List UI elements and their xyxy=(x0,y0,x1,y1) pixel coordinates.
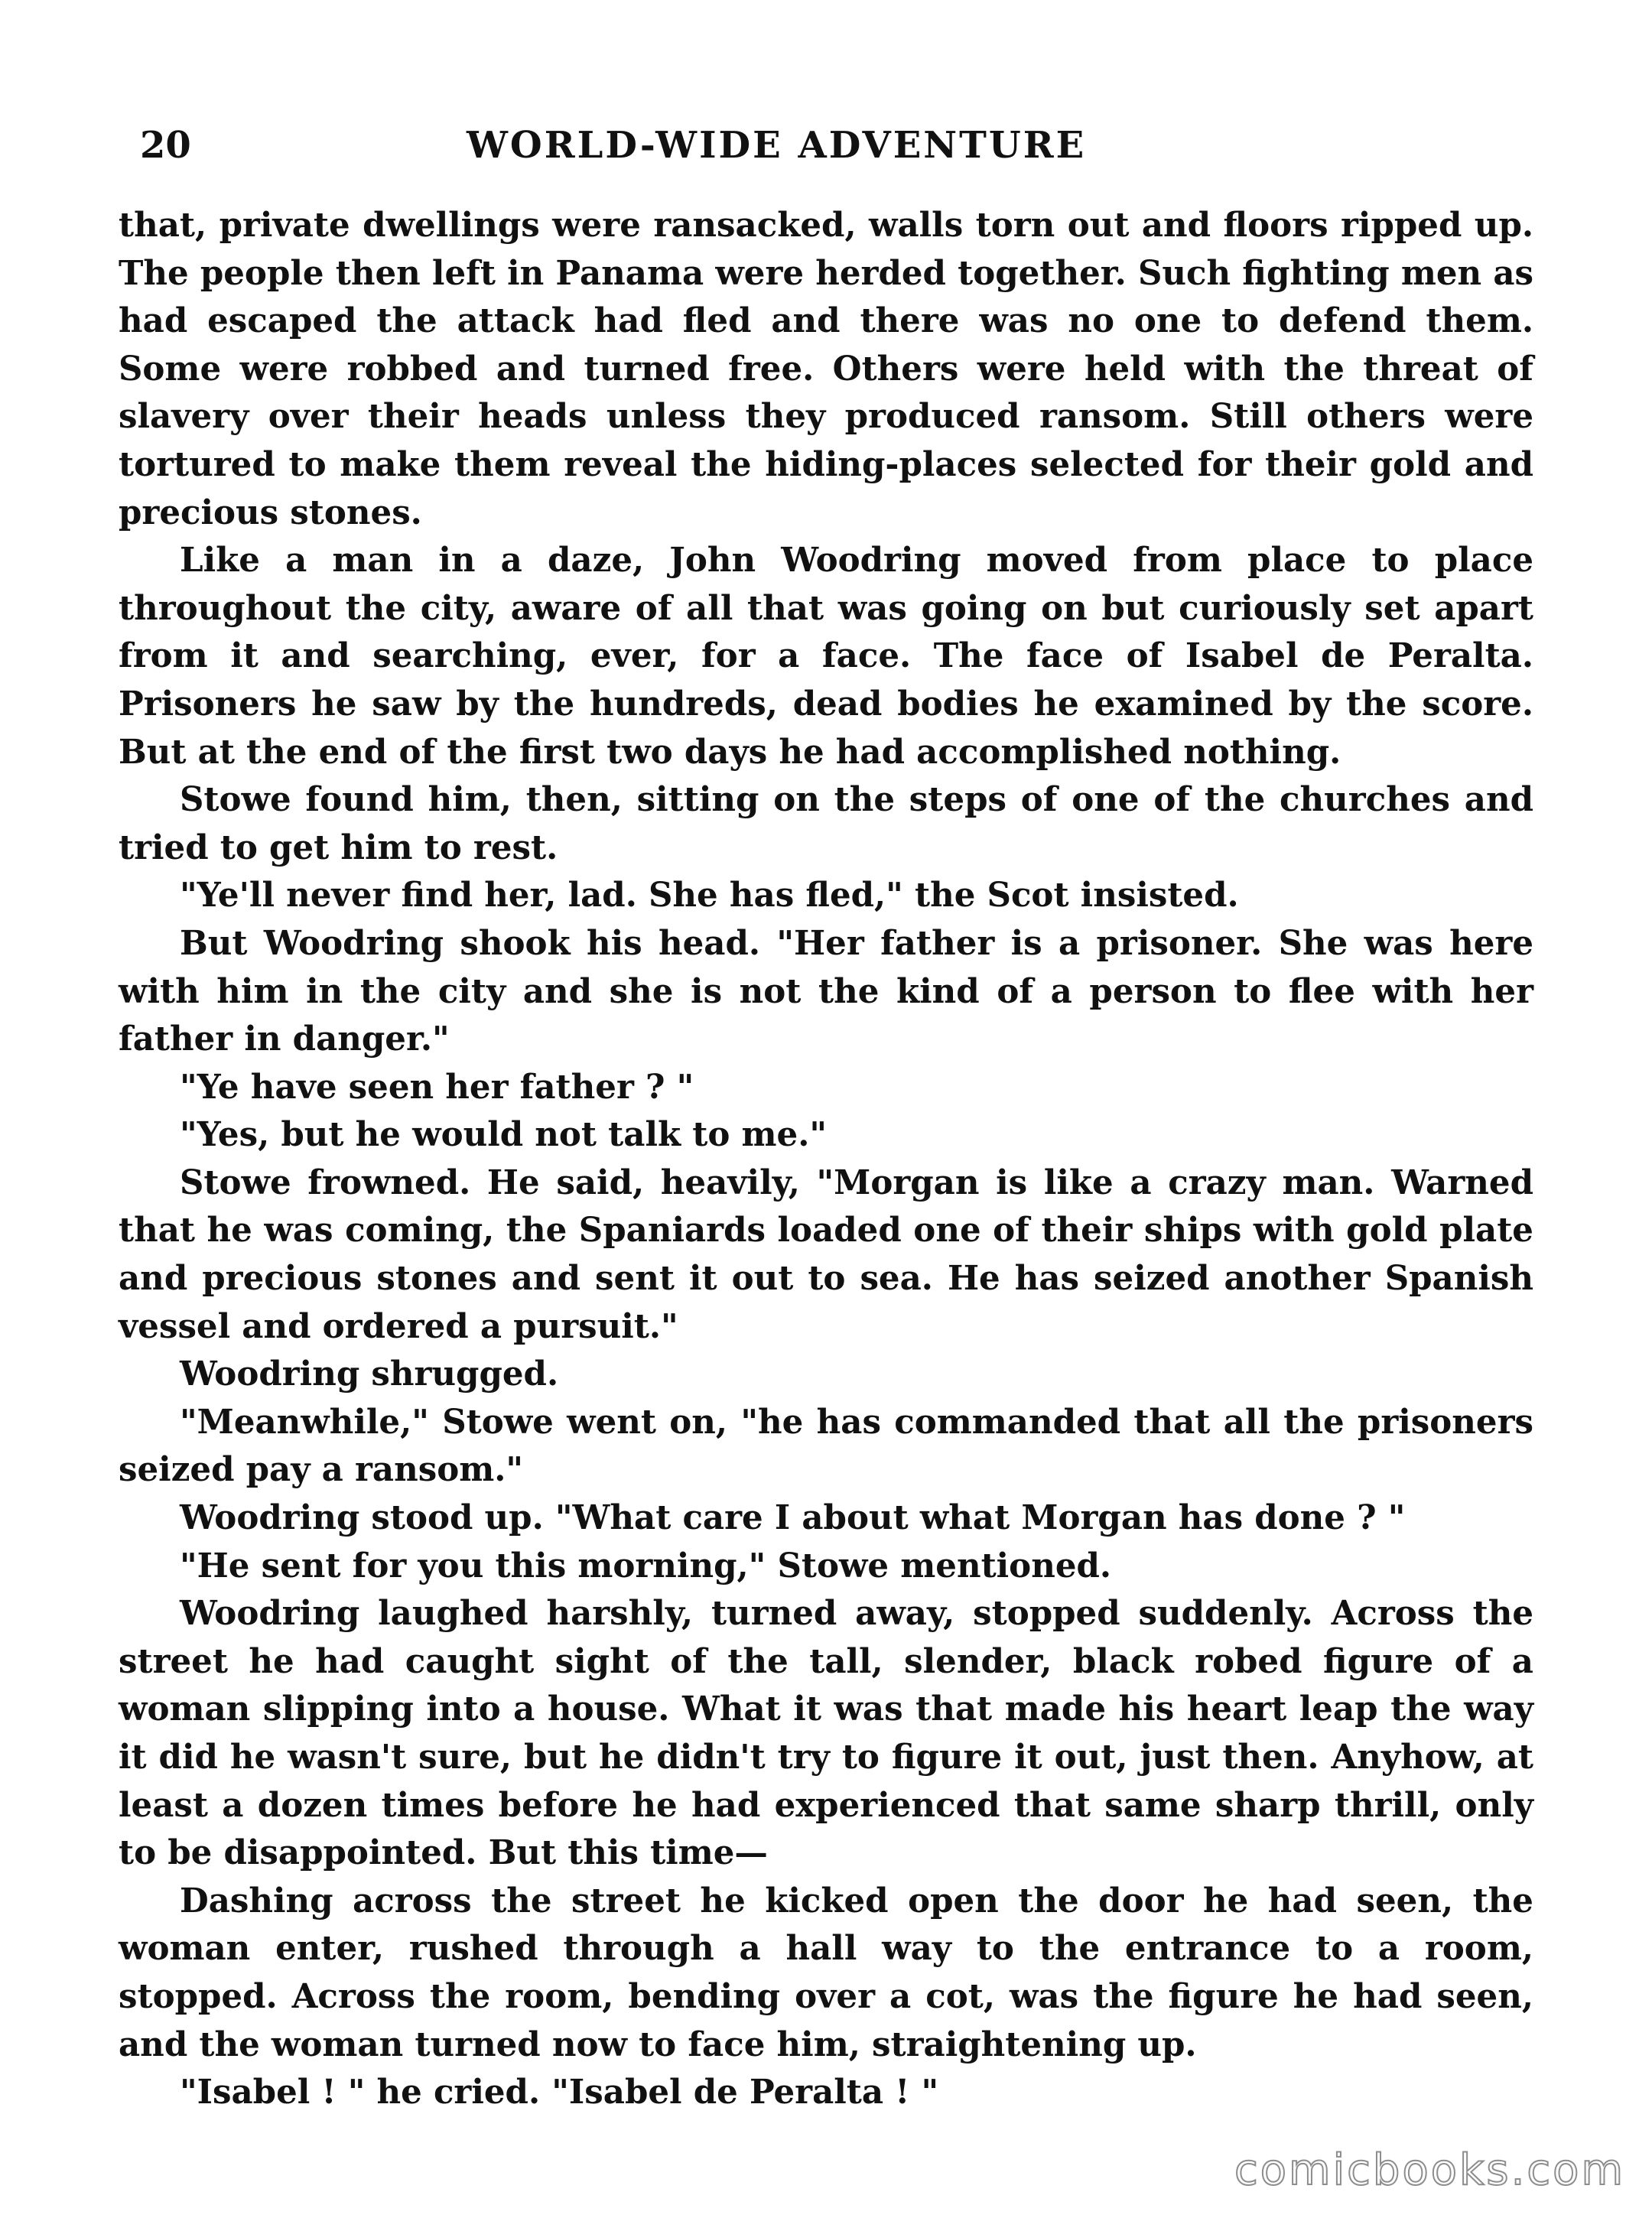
paragraph: Stowe found him, then, sitting on the steps of one of the churches and tried to get him to rest. xyxy=(119,780,1533,867)
paragraph: "Ye'll never find her, lad. She has fled," the Scot insisted. xyxy=(180,876,1239,915)
body-text xyxy=(119,202,1533,2117)
paragraph: But Woodring shook his head. "Her father is a prisoner. She was here with him in the city and she is not the kind of a person to flee with her father in danger." xyxy=(119,923,1533,1059)
paragraph: that, private dwellings were ransacked, walls torn out and floors ripped up. The people then left in Panama were herded together. Such fighting men as had escaped the attack had fled and there was no one to defend them. Some were robbed and turned free. Others were held with the threat of slavery over their heads unless they produced ransom. Still others were tortured to make them reveal the hiding-places selected for their gold and precious stones. xyxy=(119,206,1533,532)
paragraph: "Isabel ! " he cried. "Isabel de Peralta ! " xyxy=(180,2073,939,2112)
paragraph: Woodring shrugged. xyxy=(180,1355,559,1394)
paragraph: Like a man in a daze, John Woodring moved from place to place throughout the city, aware of all that was going on but curiously set apart from it and searching, ever, for a face. The face of Isabel de Peralta. Prisoners he saw by the hundreds, dead bodies he examined by the score. But at the end of the first two days he had accomplished nothing. xyxy=(119,541,1533,772)
paragraph: Woodring laughed harshly, turned away, stopped suddenly. Across the street he had caught sight of the tall, slender, black robed figure of a woman slipping into a house. What it was that made his heart leap the way it did he wasn't sure, but he didn't try to figure it out, just then. Anyhow, at least a dozen times before he had experienced that same sharp thrill, only to be disappointed. But this time— xyxy=(119,1594,1533,1873)
running-head: WORLD-WIDE ADVENTURE xyxy=(467,124,1087,167)
paragraph: "Yes, but he would not talk to me." xyxy=(180,1115,828,1155)
paragraph: Woodring stood up. "What care I about what Morgan has done ? " xyxy=(180,1498,1406,1538)
site-watermark: comicbooks.com xyxy=(1234,2145,1625,2195)
paragraph: "Ye have seen her father ? " xyxy=(180,1067,694,1107)
paragraph: Dashing across the street he kicked open the door he had seen, the woman enter, rushed through a hall way to the entrance to a room, stopped. Across the room, bending over a cot, was the figure he had seen, and the woman turned now to face him, straightening up. xyxy=(119,1881,1533,2064)
paragraph: Stowe frowned. He said, heavily, "Morgan is like a crazy man. Warned that he was coming, the Spaniards loaded one of their ships with gold plate and precious stones and sent it out to sea. He has seized another Spanish vessel and ordered a pursuit." xyxy=(119,1163,1533,1346)
paragraph: "He sent for you this morning," Stowe mentioned. xyxy=(180,1546,1112,1585)
paragraph: "Meanwhile," Stowe went on, "he has commanded that all the prisoners seized pay a ransom." xyxy=(119,1402,1533,1490)
page-number: 20 xyxy=(140,124,191,167)
